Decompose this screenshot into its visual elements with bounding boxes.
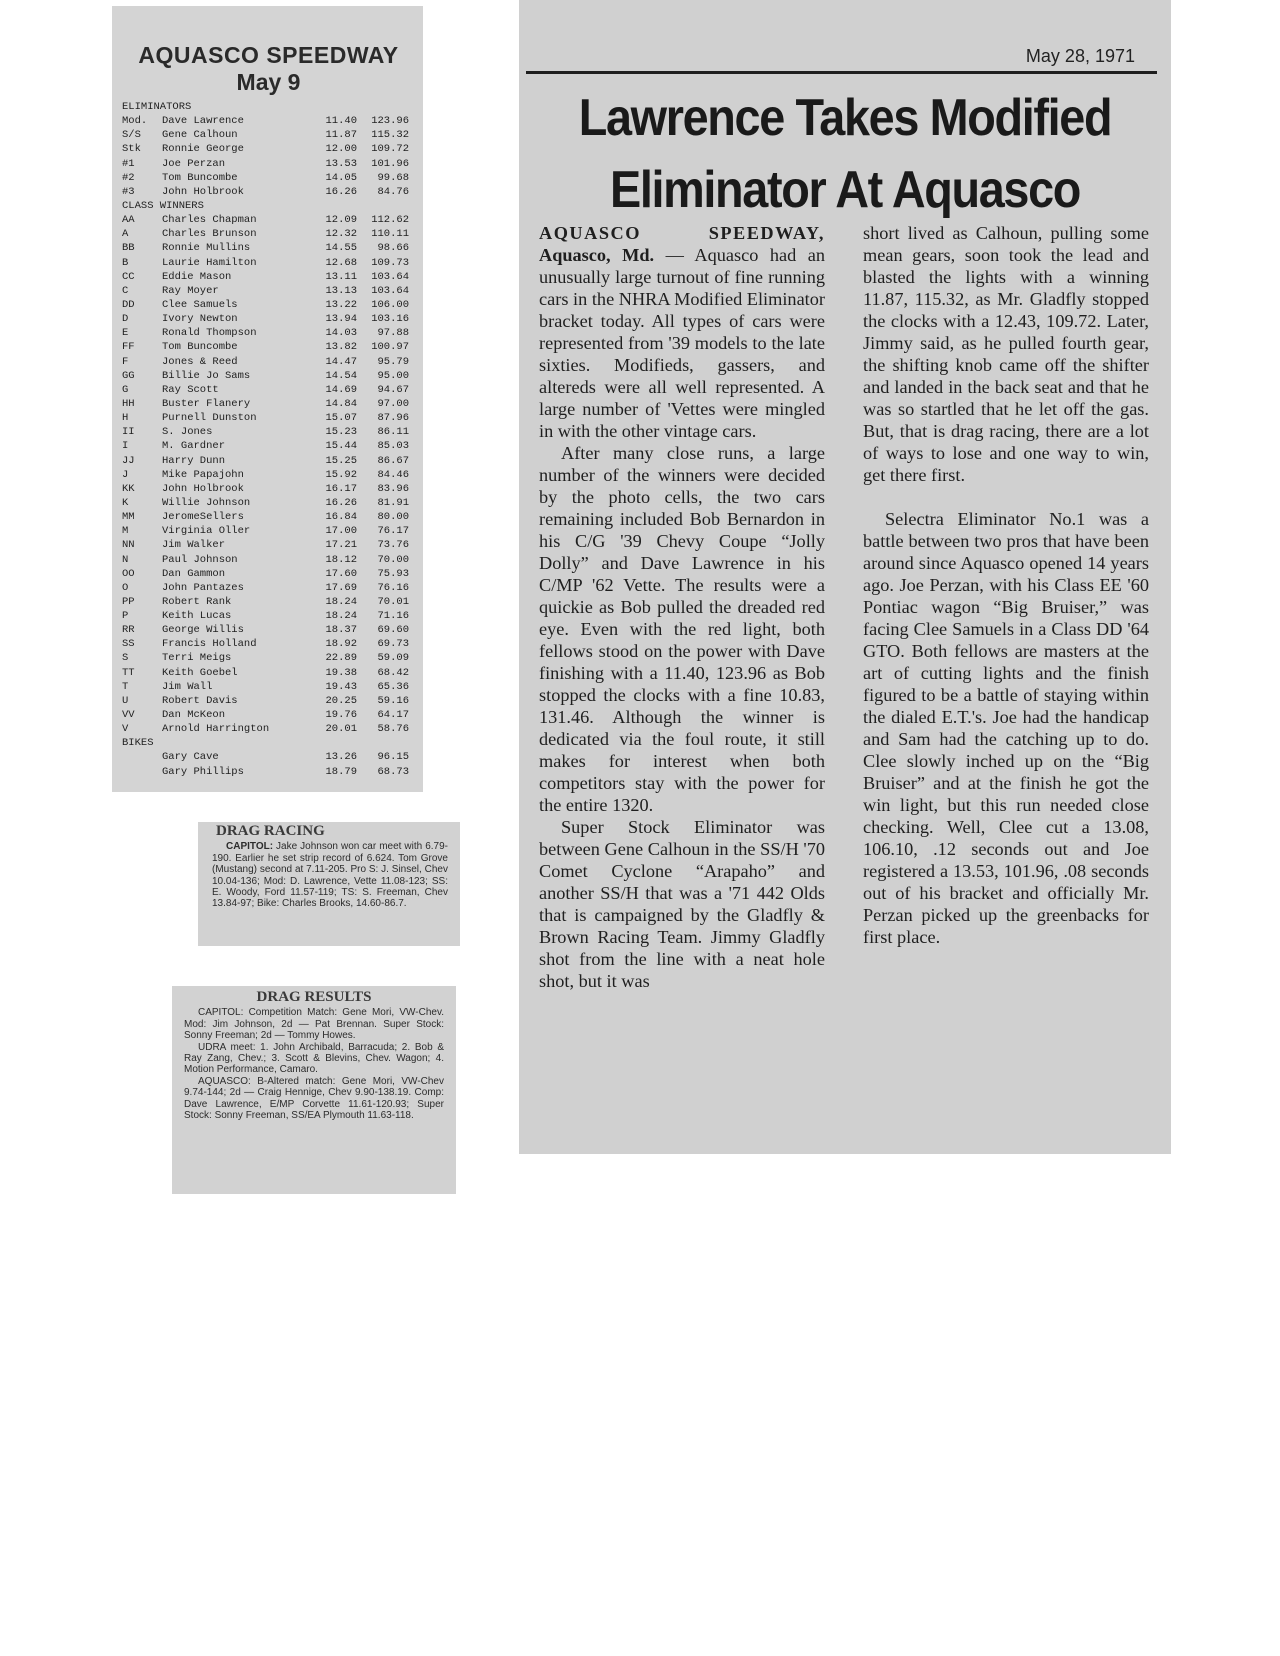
result-class: JJ	[122, 454, 135, 467]
result-row	[122, 142, 415, 156]
result-et: 11.40	[325, 115, 357, 128]
result-mph: 80.00	[377, 511, 409, 524]
result-class: S/S	[122, 129, 141, 142]
result-class: MM	[122, 511, 135, 524]
result-mph: 65.36	[377, 680, 409, 693]
result-driver: JeromeSellers	[162, 511, 244, 524]
result-mph: 100.97	[371, 341, 409, 354]
drag-results-clipping	[172, 986, 456, 1194]
result-class: #3	[122, 185, 135, 198]
result-mph: 103.64	[371, 270, 409, 283]
result-et: 13.22	[325, 298, 357, 311]
result-driver: Gene Calhoun	[162, 129, 238, 142]
result-row	[122, 722, 415, 736]
result-row	[122, 340, 415, 354]
result-mph: 84.46	[377, 468, 409, 481]
result-class: KK	[122, 482, 135, 495]
result-mph: 109.73	[371, 256, 409, 269]
result-et: 16.17	[325, 482, 357, 495]
result-row	[122, 171, 415, 185]
result-class: C	[122, 284, 129, 297]
drag-racing-heading: DRAG RACING	[216, 823, 325, 839]
result-mph: 86.67	[377, 454, 409, 467]
result-row	[122, 468, 415, 482]
result-mph: 103.64	[371, 284, 409, 297]
result-mph: 71.16	[377, 610, 409, 623]
drag-racing-body: Jake Johnson won car meet with 6.79-190. Earlier he set strip record of 6.624. Tom Grove (Mustang) second at 7.11-205. Pro S: J. Sinsel, Chev 10.04-136; Mod: D. Lawrence, Vette 11.08-123; SS: E. Woody, Ford 11.57-119; TS: S. Freeman, Chev 13.84-97; Bike: Charles Brooks, 14.60-86.7.	[212, 841, 448, 910]
result-class: CC	[122, 270, 135, 283]
results-section-heading: ELIMINATORS	[122, 101, 192, 113]
result-driver: John Holbrook	[162, 482, 244, 495]
result-row	[122, 553, 415, 567]
result-row	[122, 298, 415, 312]
result-class: OO	[122, 567, 135, 580]
result-et: 18.12	[325, 553, 357, 566]
result-row	[122, 482, 415, 496]
result-class: Mod.	[122, 115, 148, 128]
result-et: 18.79	[325, 765, 357, 778]
result-et: 13.53	[325, 157, 357, 170]
result-et: 14.05	[325, 171, 357, 184]
result-mph: 68.42	[377, 666, 409, 679]
article-paragraph-text: — Aquasco had an unusually large turnout of fine running cars in the NHRA Modified Eliminator bracket today. All types of cars were represented from '39 models to the late sixties. Modifieds, gassers, and altereds were all well represented. A large number of 'Vettes were mingled in with the other vintage cars.	[539, 245, 825, 441]
results-date: May 9	[236, 69, 301, 95]
result-row	[122, 623, 415, 637]
result-class: O	[122, 581, 129, 594]
result-mph: 103.16	[371, 313, 409, 326]
result-driver: Robert Davis	[162, 694, 238, 707]
result-row	[122, 369, 415, 383]
result-row	[122, 750, 415, 764]
result-mph: 101.96	[371, 157, 409, 170]
result-mph: 98.66	[377, 242, 409, 255]
result-row	[122, 411, 415, 425]
result-class: M	[122, 525, 129, 538]
result-row	[122, 609, 415, 623]
result-driver: Robert Rank	[162, 595, 232, 608]
result-driver: Ronnie George	[162, 143, 244, 156]
result-row	[122, 270, 415, 284]
result-mph: 109.72	[371, 143, 409, 156]
result-et: 12.68	[325, 256, 357, 269]
result-driver: Ivory Newton	[162, 313, 238, 326]
result-driver: Joe Perzan	[162, 157, 226, 170]
result-row	[122, 637, 415, 651]
result-class: K	[122, 496, 129, 509]
result-et: 17.21	[325, 539, 357, 552]
result-et: 13.26	[325, 751, 357, 764]
result-et: 13.13	[325, 284, 357, 297]
article-headline	[552, 82, 1139, 226]
result-driver: Buster Flanery	[162, 397, 251, 410]
result-row	[122, 284, 415, 298]
result-driver: Mike Papajohn	[162, 468, 244, 481]
result-class: RR	[122, 624, 135, 637]
result-mph: 69.60	[377, 624, 409, 637]
result-row	[122, 680, 415, 694]
result-class: P	[122, 610, 129, 623]
result-driver: Keith Lucas	[162, 610, 232, 623]
result-mph: 95.00	[377, 369, 409, 382]
result-class: V	[122, 723, 129, 736]
result-row	[122, 157, 415, 171]
result-class: H	[122, 412, 129, 425]
result-row	[122, 425, 415, 439]
result-row	[122, 312, 415, 326]
result-mph: 76.16	[377, 581, 409, 594]
result-driver: Gary Phillips	[162, 765, 244, 778]
result-driver: M. Gardner	[162, 440, 226, 453]
result-mph: 97.88	[377, 327, 409, 340]
result-driver: Jones & Reed	[162, 355, 238, 368]
result-driver: S. Jones	[162, 426, 213, 439]
result-row	[122, 694, 415, 708]
result-row	[122, 241, 415, 255]
result-et: 22.89	[325, 652, 357, 665]
result-driver: Ray Moyer	[162, 284, 219, 297]
result-driver: Willie Johnson	[162, 496, 251, 509]
result-mph: 59.16	[377, 694, 409, 707]
result-class: S	[122, 652, 129, 665]
result-row	[122, 595, 415, 609]
result-driver: Tom Buncombe	[162, 171, 238, 184]
result-class: II	[122, 426, 135, 439]
result-mph: 87.96	[377, 412, 409, 425]
result-driver: Jim Wall	[162, 680, 213, 693]
result-driver: Virginia Oller	[162, 525, 251, 538]
result-row	[122, 213, 415, 227]
result-row	[122, 128, 415, 142]
result-driver: Dan McKeon	[162, 709, 226, 722]
result-driver: Billie Jo Sams	[162, 369, 251, 382]
result-mph: 84.76	[377, 185, 409, 198]
result-class: Stk	[122, 143, 141, 156]
result-class: N	[122, 553, 129, 566]
result-driver: Ronald Thompson	[162, 327, 257, 340]
result-mph: 75.93	[377, 567, 409, 580]
result-driver: Jim Walker	[162, 539, 226, 552]
result-et: 20.25	[325, 694, 357, 707]
result-row	[122, 355, 415, 369]
result-mph: 64.17	[377, 709, 409, 722]
article-paragraph: After many close runs, a large number of the winners were decided by the photo cells, the two cars remaining included Bob Bernardon in his C/G '39 Chevy Coupe “Jolly Dolly” and Dave Lawrence in his C/MP '62 Vette. The results were a quickie as Bob pulled the dreaded red eye. Even with the red light, both fellows stood on the power with Dave finishing with a 11.40, 123.96 as Bob stopped the clocks with a fine 10.83, 131.46. Although the winner is dedicated via the foul route, it still makes for interest when both competitors stay with the power for the entire 1320.	[539, 443, 825, 815]
result-class	[122, 750, 162, 764]
result-class: F	[122, 355, 129, 368]
result-et: 12.32	[325, 228, 357, 241]
result-driver: Ronnie Mullins	[162, 242, 251, 255]
result-mph: 81.91	[377, 496, 409, 509]
result-driver: Eddie Mason	[162, 270, 232, 283]
result-mph: 73.76	[377, 539, 409, 552]
result-class: A	[122, 228, 129, 241]
result-et: 15.25	[325, 454, 357, 467]
result-class: #2	[122, 171, 135, 184]
article-paragraph: Selectra Eliminator No.1 was a battle between two pros that have been around since Aquasco opened 14 years ago. Joe Perzan, with his Class EE '60 Pontiac wagon “Big Bruiser,” was facing Clee Samuels in a Class DD '64 GTO. Both fellows are masters at the art of cutting lights and the finish figured to be a battle of staying within the dialed E.T.'s. Joe had the handicap and Sam had the catching up to do. Clee slowly inched up on the “Big Bruiser” and at the finish he got the win light, but this run needed close checking. Well, Clee cut a 13.08, 106.10, .12 seconds out and Joe registered a 13.53, 101.96, .08 seconds out of his bracket and officially Mr. Perzan picked up the greenbacks for first place.	[863, 509, 1149, 947]
result-et: 14.03	[325, 327, 357, 340]
result-mph: 99.68	[377, 171, 409, 184]
article-paragraph: Super Stock Eliminator was between Gene Calhoun in the SS/H '70 Comet Cyclone “Arapaho” and another SS/H that was a '71 442 Olds that is campaigned by the Gladfly & Brown Racing Team. Jimmy Gladfly shot from the line with a neat hole shot, but it was	[539, 817, 825, 991]
drag-results-heading: DRAG RESULTS	[256, 989, 372, 1005]
result-class: TT	[122, 666, 135, 679]
result-class	[122, 765, 162, 779]
result-et: 19.43	[325, 680, 357, 693]
result-mph: 69.73	[377, 638, 409, 651]
dateline-city: Aquasco, Md.	[539, 245, 655, 265]
result-class: I	[122, 440, 129, 453]
result-class: #1	[122, 157, 135, 170]
result-mph: 85.03	[377, 440, 409, 453]
result-class: SS	[122, 638, 135, 651]
result-driver: Purnell Dunston	[162, 412, 257, 425]
result-class: D	[122, 313, 129, 326]
dateline-location: AQUASCO SPEEDWAY,	[539, 223, 825, 243]
result-driver: Dave Lawrence	[162, 115, 244, 128]
drag-results-paragraph: CAPITOL: Competition Match: Gene Mori, VW-Chev. Mod: Jim Johnson, 2d — Pat Brennan. Super Stock: Sonny Freeman; 2d — Tommy Howes.	[184, 1007, 444, 1042]
result-mph: 96.15	[377, 751, 409, 764]
result-et: 15.23	[325, 426, 357, 439]
result-driver: Charles Chapman	[162, 214, 257, 227]
result-class: E	[122, 327, 129, 340]
result-et: 14.55	[325, 242, 357, 255]
result-row	[122, 708, 415, 722]
result-class: G	[122, 383, 129, 396]
result-mph: 115.32	[371, 129, 409, 142]
result-mph: 94.67	[377, 383, 409, 396]
result-mph: 70.00	[377, 553, 409, 566]
result-et: 12.00	[325, 143, 357, 156]
result-row	[122, 185, 415, 199]
result-driver: Charles Brunson	[162, 228, 257, 241]
result-mph: 95.79	[377, 355, 409, 368]
results-section-heading: BIKES	[122, 737, 154, 750]
result-et: 14.47	[325, 355, 357, 368]
result-row	[122, 227, 415, 241]
masthead-rule	[526, 71, 1157, 74]
result-driver: John Holbrook	[162, 185, 244, 198]
result-et: 15.92	[325, 468, 357, 481]
result-et: 13.94	[325, 313, 357, 326]
result-row	[122, 567, 415, 581]
result-et: 18.92	[325, 638, 357, 651]
result-mph: 112.62	[371, 214, 409, 227]
result-et: 13.11	[325, 270, 357, 283]
result-mph: 70.01	[377, 595, 409, 608]
drag-results-paragraph: UDRA meet: 1. John Archibald, Barracuda; 2. Bob & Ray Zang, Chev.; 3. Scott & Blevins, Chev. Wagon; 4. Motion Performance, Camaro.	[184, 1041, 444, 1076]
result-et: 18.24	[325, 610, 357, 623]
result-et: 17.69	[325, 581, 357, 594]
drag-racing-text	[212, 841, 448, 909]
drag-results-paragraph: AQUASCO: B-Altered match: Gene Mori, VW-Chev 9.74-144; 2d — Craig Hennige, Chev 9.90-138.19. Comp: Dave Lawrence, E/MP Corvette 11.61-120.93; Super Stock: Sonny Freeman, SS/EA Plymouth 11.63-118.	[184, 1075, 444, 1122]
result-driver: Gary Cave	[162, 751, 219, 764]
results-table	[122, 100, 415, 779]
result-row	[122, 538, 415, 552]
result-class: B	[122, 256, 129, 269]
result-class: VV	[122, 709, 135, 722]
result-row	[122, 651, 415, 665]
result-row	[122, 256, 415, 270]
result-class: DD	[122, 298, 135, 311]
result-et: 14.84	[325, 397, 357, 410]
result-driver: Harry Dunn	[162, 454, 226, 467]
article-paragraph: short lived as Calhoun, pulling some mean gears, soon took the lead and blasted the lights with a winning 11.87, 115.32, as Mr. Gladfly stopped the clocks with a 12.43, 109.72. Later, Jimmy said, as he pulled fourth gear, the shifting knob came off the shifter and landed in the back seat and that he was so startled that he let off the gas. But, that is drag racing, there are a lot of ways to lose and one way to win, get there first.	[863, 223, 1149, 485]
result-driver: Terri Meigs	[162, 652, 232, 665]
result-driver: Francis Holland	[162, 638, 257, 651]
result-class: HH	[122, 397, 135, 410]
result-et: 14.69	[325, 383, 357, 396]
result-driver: Clee Samuels	[162, 298, 238, 311]
result-driver: Tom Buncombe	[162, 341, 238, 354]
result-row	[122, 454, 415, 468]
result-et: 18.24	[325, 595, 357, 608]
result-et: 18.37	[325, 624, 357, 637]
result-et: 19.76	[325, 709, 357, 722]
headline-line-2: Eliminator At Aquasco	[609, 161, 1081, 219]
result-mph: 123.96	[371, 115, 409, 128]
result-et: 13.82	[325, 341, 357, 354]
result-et: 19.38	[325, 666, 357, 679]
result-driver: George Willis	[162, 624, 244, 637]
result-row	[122, 114, 415, 128]
result-mph: 59.09	[377, 652, 409, 665]
result-class: BB	[122, 242, 135, 255]
result-row	[122, 326, 415, 340]
result-row	[122, 383, 415, 397]
result-row	[122, 496, 415, 510]
result-et: 20.01	[325, 723, 357, 736]
article-column-1	[539, 222, 825, 992]
result-et: 17.00	[325, 525, 357, 538]
result-row	[122, 397, 415, 411]
result-et: 16.26	[325, 185, 357, 198]
result-class: T	[122, 680, 129, 693]
result-row	[122, 510, 415, 524]
result-driver: Ray Scott	[162, 383, 219, 396]
result-et: 15.44	[325, 440, 357, 453]
result-row	[122, 524, 415, 538]
result-et: 16.26	[325, 496, 357, 509]
article-body	[539, 222, 1149, 992]
result-class: AA	[122, 214, 135, 227]
result-mph: 86.11	[377, 426, 409, 439]
result-et: 11.87	[325, 129, 357, 142]
result-driver: John Pantazes	[162, 581, 244, 594]
results-section-heading: CLASS WINNERS	[122, 199, 204, 212]
result-class: FF	[122, 341, 135, 354]
result-mph: 68.73	[377, 765, 409, 778]
result-et: 16.84	[325, 511, 357, 524]
result-class: PP	[122, 595, 135, 608]
result-mph: 106.00	[371, 298, 409, 311]
result-driver: Laurie Hamilton	[162, 256, 257, 269]
result-class: U	[122, 694, 129, 707]
article-date: May 28, 1971	[1025, 46, 1135, 66]
article-paragraph	[539, 222, 825, 442]
headline-line-1: Lawrence Takes Modified	[578, 89, 1112, 147]
results-title: AQUASCO SPEEDWAY	[138, 42, 399, 68]
results-clipping	[112, 6, 423, 792]
result-class: J	[122, 468, 129, 481]
article-clipping	[519, 0, 1171, 1154]
result-mph: 76.17	[377, 525, 409, 538]
result-row	[122, 439, 415, 453]
result-row	[122, 581, 415, 595]
result-row	[122, 666, 415, 680]
result-driver: Arnold Harrington	[162, 723, 270, 736]
result-driver: Paul Johnson	[162, 553, 238, 566]
result-row	[122, 765, 415, 779]
result-et: 17.60	[325, 567, 357, 580]
drag-racing-clipping	[198, 822, 460, 946]
result-driver: Keith Goebel	[162, 666, 238, 679]
result-class: GG	[122, 369, 135, 382]
result-mph: 83.96	[377, 482, 409, 495]
result-et: 14.54	[325, 369, 357, 382]
drag-racing-lead: CAPITOL:	[226, 841, 274, 853]
result-mph: 58.76	[377, 723, 409, 736]
result-mph: 97.00	[377, 397, 409, 410]
result-mph: 110.11	[371, 228, 409, 241]
result-et: 15.07	[325, 412, 357, 425]
result-driver: Dan Gammon	[162, 567, 226, 580]
article-column-2	[863, 222, 1149, 992]
result-et: 12.09	[325, 214, 357, 227]
result-class: NN	[122, 539, 135, 552]
